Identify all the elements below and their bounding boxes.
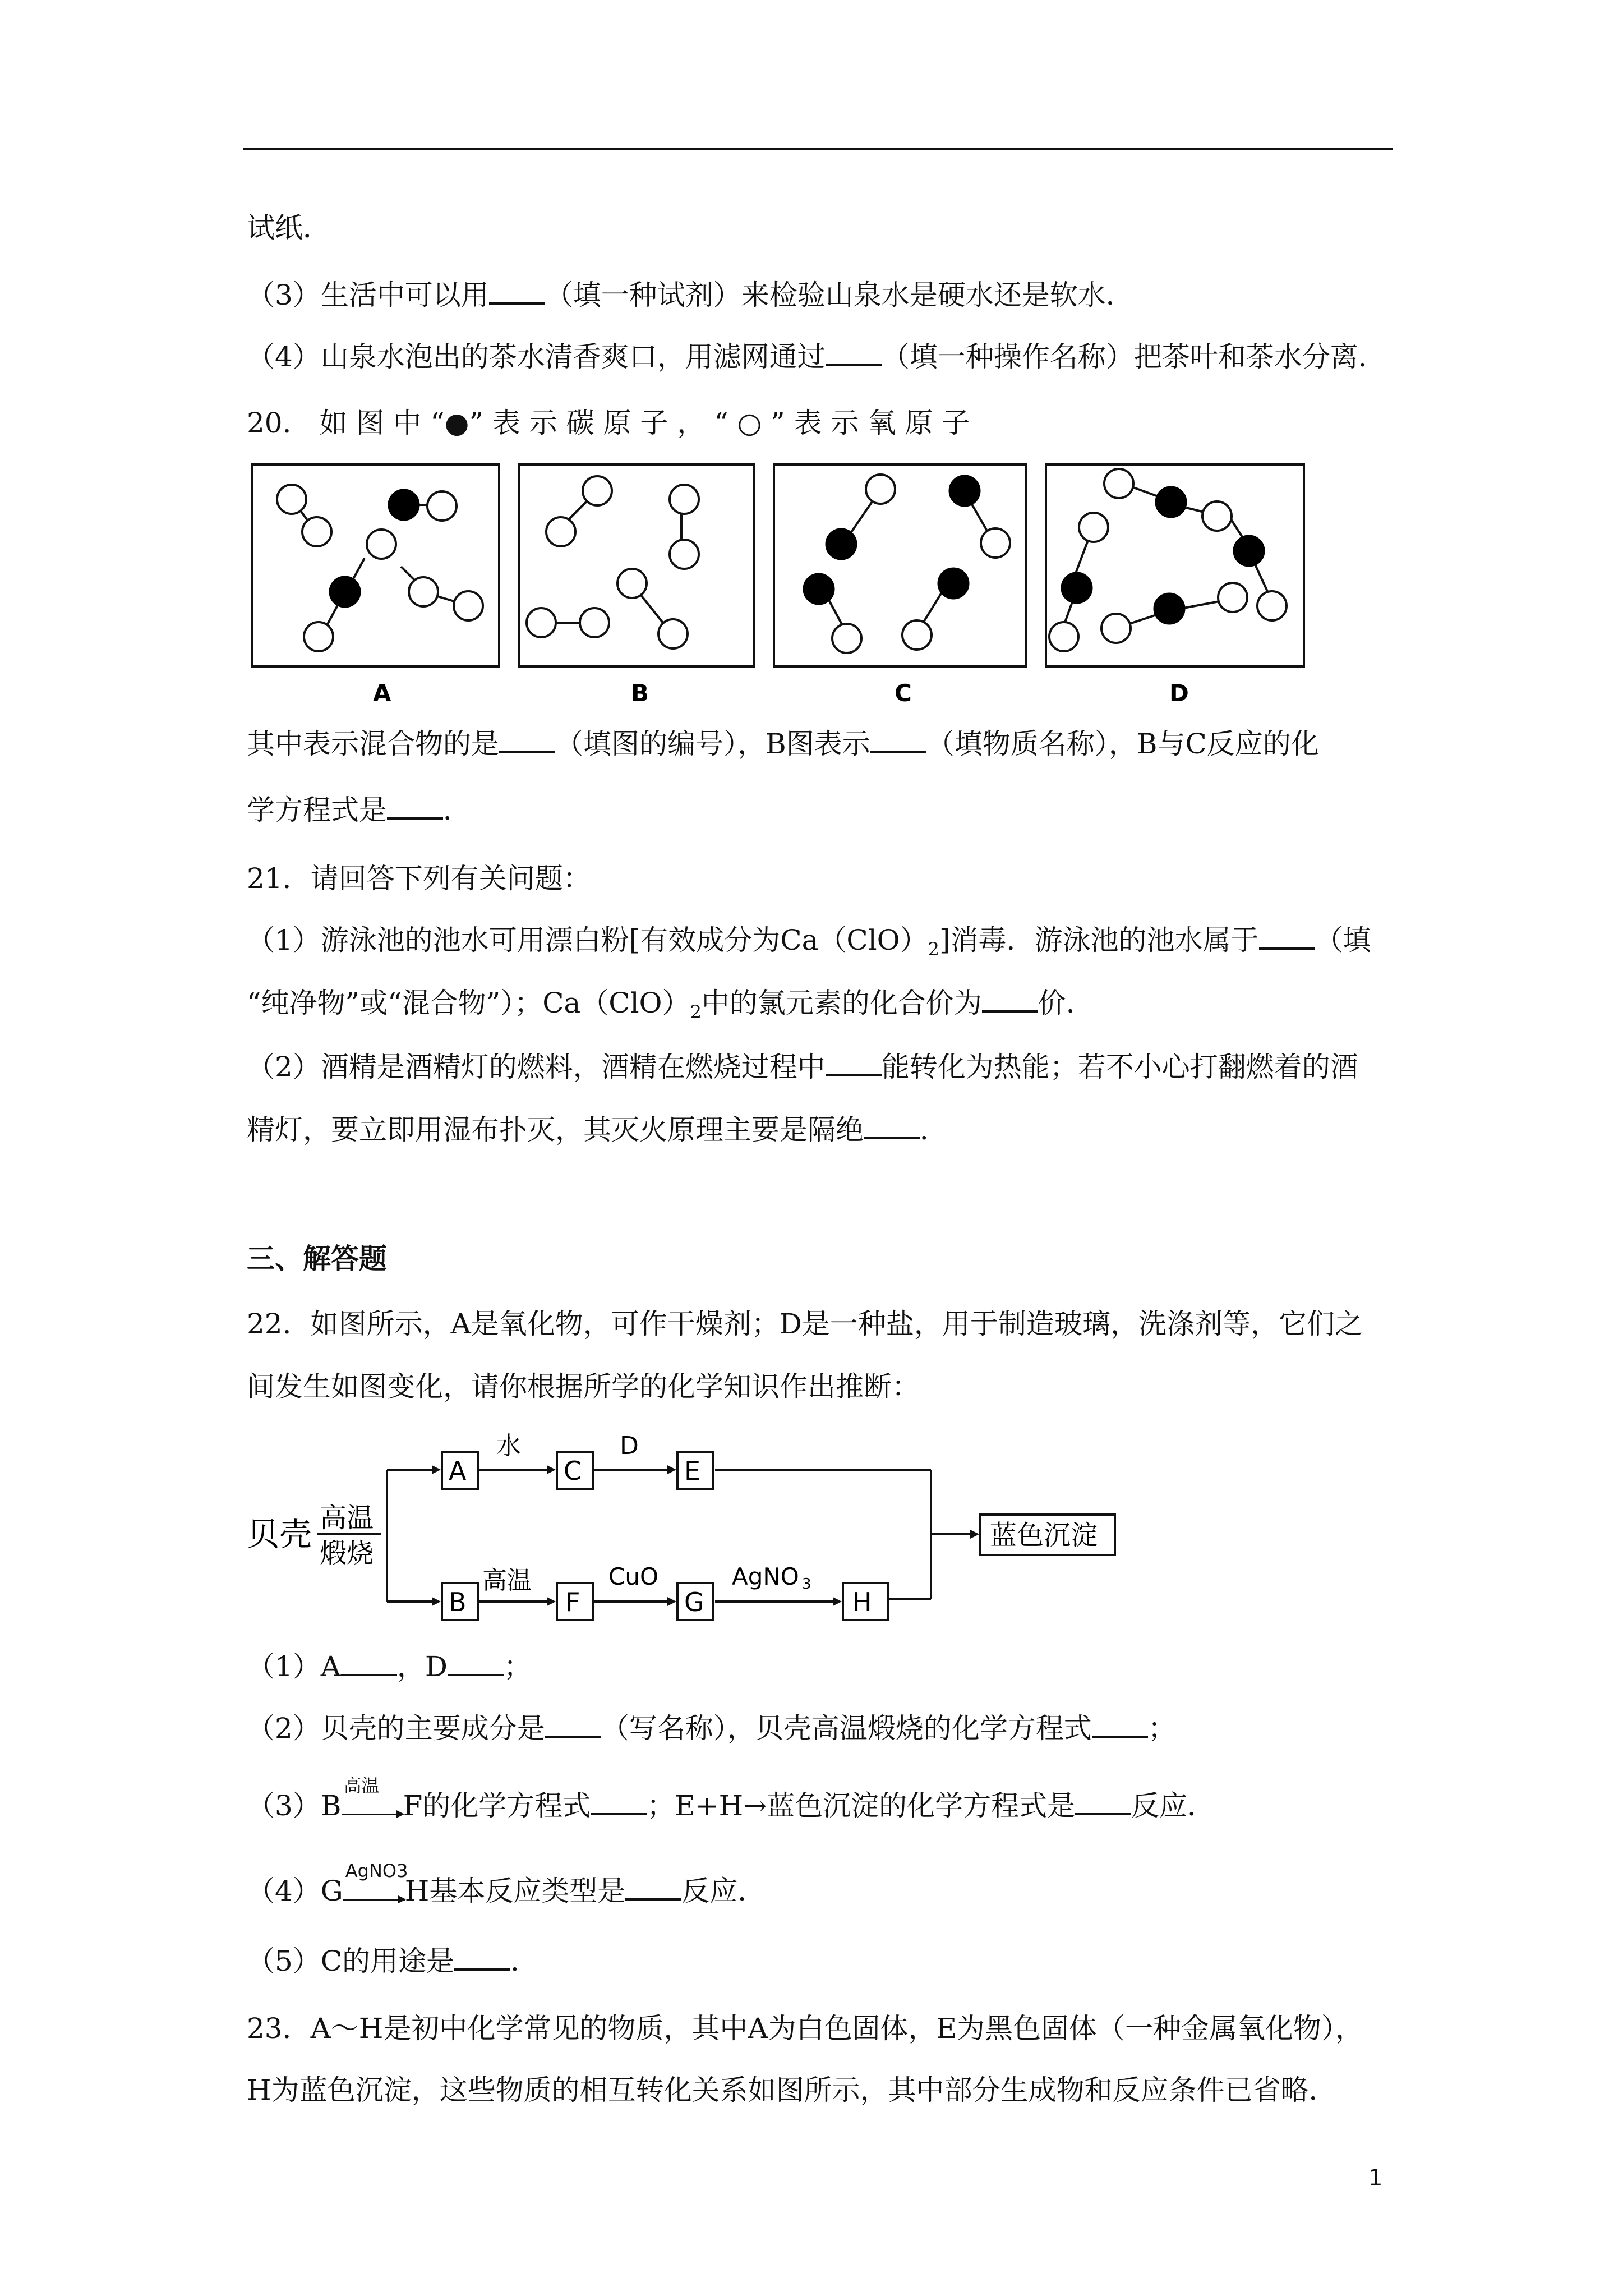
header-rule xyxy=(243,148,1393,150)
question-21: 21．请回答下列有关问题： xyxy=(247,862,591,895)
flow-c: C xyxy=(564,1456,582,1486)
answer-blank[interactable] xyxy=(591,1791,647,1815)
answer-blank[interactable] xyxy=(341,1651,397,1676)
panel-label-c: C xyxy=(895,679,912,707)
reaction-arrow: 高温 xyxy=(342,1786,403,1826)
panel-label-a: A xyxy=(373,679,391,707)
flow-h: H xyxy=(852,1587,872,1617)
panel-label-d: D xyxy=(1169,679,1189,707)
flow-e: E xyxy=(684,1456,701,1486)
question-22-4: （4）G AgNO3 H基本反应类型是 反应． xyxy=(247,1871,766,1911)
question-19-3: （3）生活中可以用 （填一种试剂）来检验山泉水是硬水还是软水． xyxy=(247,279,1134,311)
molecule-diagram xyxy=(247,460,1312,724)
flow-d: D xyxy=(620,1432,639,1460)
panel-b xyxy=(519,464,754,707)
question-21-1: （1）游泳池的池水可用漂白粉[有效成分为$Ca(ClO)_2$]消毒．游泳池的池水属于 （填 xyxy=(247,924,1371,960)
answer-blank[interactable] xyxy=(454,1946,510,1971)
reaction-flow-diagram xyxy=(241,1425,1195,1632)
answer-blank[interactable] xyxy=(387,795,443,820)
answer-blank[interactable] xyxy=(864,1115,920,1139)
answer-blank[interactable] xyxy=(826,1052,882,1076)
page-number: 1 xyxy=(1368,2165,1383,2191)
flow-a: A xyxy=(449,1456,467,1486)
flow-result: 蓝色沉淀 xyxy=(990,1520,1098,1551)
question-22: 22．如图所示，A是氧化物，可作干燥剂；D是一种盐，用于制造玻璃，洗涤剂等，它们之 xyxy=(247,1308,1363,1340)
text-line: 试纸． xyxy=(247,211,331,244)
flow-g: G xyxy=(684,1587,704,1617)
answer-blank[interactable] xyxy=(870,729,926,753)
panel-a xyxy=(252,464,499,707)
question-22-5: （5）C的用途是 ． xyxy=(247,1945,539,1977)
flow-cond-bottom: 煅烧 xyxy=(320,1538,374,1569)
panel-d xyxy=(1046,464,1304,707)
flow-cuo: CuO xyxy=(608,1563,659,1590)
answer-blank[interactable] xyxy=(489,280,545,305)
answer-blank[interactable] xyxy=(826,342,882,366)
question-22-3: （3）B 高温 F的化学方程式 ；E+H→蓝色沉淀的化学方程式是 反应． xyxy=(247,1786,1215,1826)
question-20: 20． 如 图 中 “●” 表 示 碳 原 子 ， “ ○ ” 表 示 氧 原 子 xyxy=(247,407,970,439)
answer-blank[interactable] xyxy=(1259,925,1315,950)
section-heading: 三、解答题 xyxy=(247,1243,387,1275)
question-21-2: 精灯，要立即用湿布扑灭，其灭火原理主要是隔绝 ． xyxy=(247,1114,948,1146)
flow-b: B xyxy=(449,1587,467,1617)
question-21-2: （2）酒精是酒精灯的燃料，酒精在燃烧过程中 能转化为热能；若不小心打翻燃着的酒 xyxy=(247,1051,1358,1083)
answer-blank[interactable] xyxy=(982,988,1038,1013)
flow-agno3-sub: 3 xyxy=(802,1576,811,1593)
flow-cond-top: 高温 xyxy=(320,1502,374,1534)
answer-blank[interactable] xyxy=(1092,1713,1148,1738)
question-20-text: 学方程式是 ． xyxy=(247,794,471,826)
question-22-1: （1）A ，D ； xyxy=(247,1650,532,1683)
question-20-text: 其中表示混合物的是 （填图的编号），B图表示 （填物质名称），B与C反应的化 xyxy=(247,728,1319,760)
flow-water: 水 xyxy=(496,1432,521,1460)
flow-f: F xyxy=(565,1587,580,1617)
answer-blank[interactable] xyxy=(625,1876,681,1901)
panel-c xyxy=(774,464,1026,707)
question-22: 间发生如图变化，请你根据所学的化学知识作出推断： xyxy=(247,1370,920,1403)
flow-start: 贝壳 xyxy=(247,1515,312,1553)
question-19-4: （4）山泉水泡出的茶水清香爽口，用滤网通过 （填一种操作名称）把茶叶和茶水分离． xyxy=(247,341,1386,373)
answer-blank[interactable] xyxy=(499,729,555,753)
answer-blank[interactable] xyxy=(545,1713,601,1738)
answer-blank[interactable] xyxy=(448,1651,504,1676)
flow-heat: 高温 xyxy=(482,1566,532,1595)
question-23: 23．A～H是初中化学常见的物质，其中A为白色固体，E为黑色固体（一种金属氧化物）， xyxy=(247,2012,1363,2045)
question-23: H为蓝色沉淀，这些物质的相互转化关系如图所示，其中部分生成物和反应条件已省略． xyxy=(247,2074,1337,2106)
question-21-1: “纯净物”或“混合物”）；$Ca(ClO)_2$中的氯元素的化合价为 价． xyxy=(247,987,1094,1023)
reaction-arrow: AgNO3 xyxy=(343,1871,405,1911)
answer-blank[interactable] xyxy=(1075,1791,1131,1815)
flow-agno3: AgNO xyxy=(732,1563,799,1590)
panel-label-b: B xyxy=(631,679,649,707)
question-22-2: （2）贝壳的主要成分是 （写名称），贝壳高温煅烧的化学方程式 ； xyxy=(247,1712,1176,1745)
